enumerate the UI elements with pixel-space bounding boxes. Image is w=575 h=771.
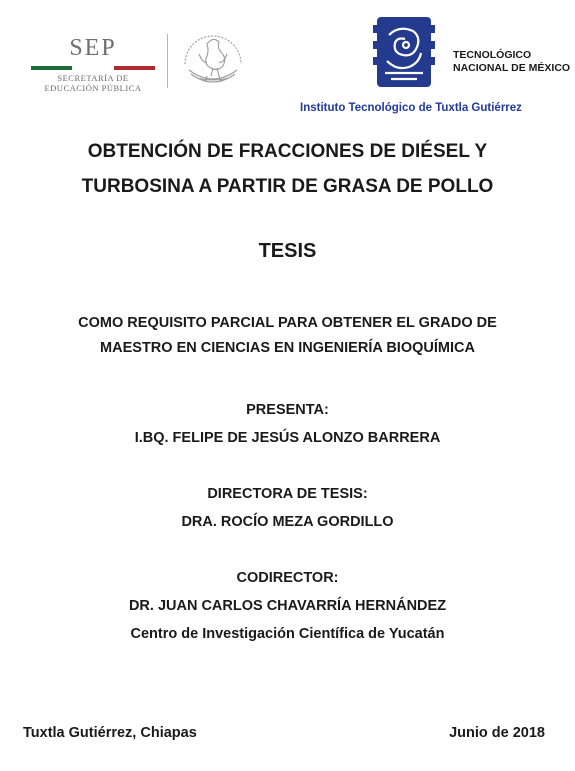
directora-label: DIRECTORA DE TESIS:	[207, 486, 368, 502]
sep-logo	[28, 36, 158, 93]
thesis-title-line2: TURBOSINA A PARTIR DE GRASA DE POLLO	[81, 176, 494, 197]
institute-name: Instituto Tecnológico de Tuxtla Gutiérrez	[300, 102, 522, 114]
directora-name: DRA. ROCÍO MEZA GORDILLO	[181, 514, 394, 530]
tecnm-name-line2: NACIONAL DE MÉXICO	[453, 62, 571, 74]
sep-acronym: SEP	[69, 35, 117, 61]
codirector-name: DR. JUAN CARLOS CHAVARRÍA HERNÁNDEZ	[128, 598, 447, 614]
document-type: TESIS	[258, 240, 317, 262]
footer-date: Junio de 2018	[449, 725, 545, 741]
logo-divider	[167, 34, 168, 88]
tecnm-name-line1: TECNOLÓGICO	[453, 49, 532, 61]
tecnm-gear-emblem-icon	[373, 17, 435, 87]
sep-subtitle-line2: EDUCACIÓN PÚBLICA	[44, 83, 142, 93]
codirector-affiliation: Centro de Investigación Científica de Yucatán	[130, 626, 445, 642]
thesis-title	[0, 134, 575, 204]
tecnm-name	[453, 49, 570, 75]
requirement-line2: MAESTRO EN CIENCIAS EN INGENIERÍA BIOQUÍMICA	[100, 340, 475, 356]
presenta-section	[0, 396, 575, 452]
presenta-label: PRESENTA:	[246, 402, 329, 418]
codirector-section	[0, 564, 575, 648]
degree-requirement	[0, 311, 575, 361]
codirector-label: CODIRECTOR:	[236, 570, 339, 586]
requirement-line1: COMO REQUISITO PARCIAL PARA OBTENER EL GRADO DE	[78, 315, 497, 331]
thesis-title-line1: OBTENCIÓN DE FRACCIONES DE DIÉSEL Y	[87, 141, 488, 162]
sep-color-bar	[31, 66, 155, 70]
author-name: I.BQ. FELIPE DE JESÚS ALONZO BARRERA	[134, 430, 441, 446]
footer-place: Tuxtla Gutiérrez, Chiapas	[23, 725, 197, 741]
sep-subtitle-line1: SECRETARÍA DE	[57, 73, 129, 83]
mexican-coat-of-arms-icon	[177, 24, 249, 92]
directora-section	[0, 480, 575, 536]
